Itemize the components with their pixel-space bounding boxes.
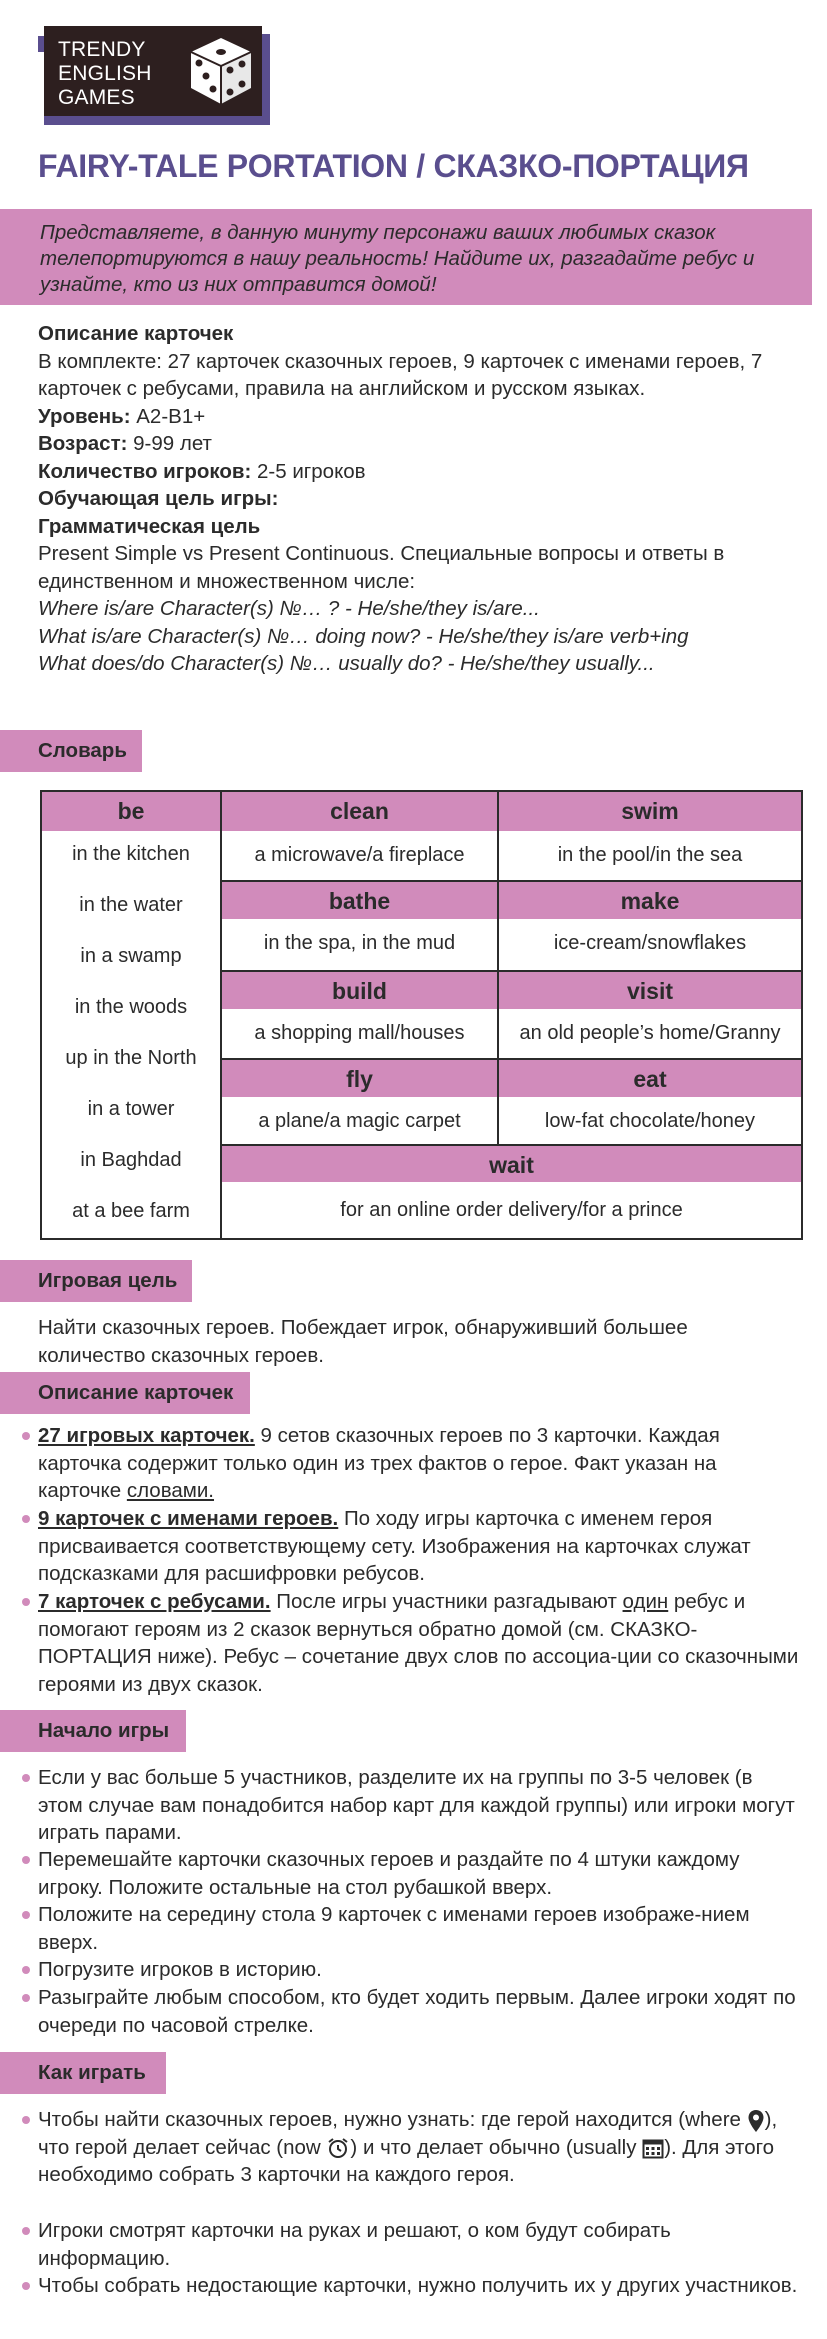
be-item: in Baghdad [80,1149,182,1171]
verb-phrase: ice-cream/snowflakes [553,932,747,954]
alarm-clock-icon [326,2136,350,2160]
bullet-dot [22,2282,30,2290]
be-item: in the water [79,894,183,916]
grammar-text: Present Simple vs Present Continuous. Специальные вопросы и ответы в единственном и множественном числе: [38,542,725,593]
start-item [38,1956,800,1984]
vocab-tag [0,730,142,772]
set-contents: В комплекте: 27 карточек сказочных героев, 9 карточек с именами героев, 7 карточек с ребусами, правила на английском и русском языках. [38,349,763,400]
how-item-1-text-c: ) и что делает обычно (usually [350,2135,643,2159]
age-value: 9-99 лет [127,432,212,455]
logo-box [44,26,262,116]
wait-header: wait [222,1144,801,1182]
start-item-text: Если у вас больше 5 участников, разделите их на группы по 3-5 человек (в этом случае вам понадобится набор карт для каждой группы) или игроки могут играть парами. [38,1766,795,1844]
how-item-1-text-a: Чтобы найти сказочных героев, нужно узнать: где герой находится (where [38,2108,747,2131]
be-header: be [42,792,220,831]
intro-banner [0,209,812,305]
start-item [38,1764,800,1847]
how-item-2 [38,2217,800,2272]
be-item: in a tower [87,1098,175,1120]
cards-heading: Описание карточек [38,1381,234,1404]
example-3: What does/do Character(s) №… usually do? - He/she/they usually... [38,652,655,675]
page-title: FAIRY-TALE PORTATION / СКАЗКО-ПОРТАЦИЯ [38,148,749,184]
age-label: Возраст: [38,432,128,455]
game-goal-text: Найти сказочных героев. Побеждает игрок, обнаруживший большее количество сказочных героев. [38,1316,688,1367]
how-item-1-text-d: ). Для этого необходимо собрать 3 карточки на каждого героя. [38,2135,775,2186]
verb-header: swim [499,792,801,831]
grammar-label: Грамматическая цель [38,514,261,538]
bullet-dot [22,1911,30,1919]
verb-phrase: in the pool/in the sea [557,844,743,866]
be-item: up in the North [65,1047,197,1069]
how-item-2-text: Игроки смотрят карточки на руках и решают, о ком будут собирать информацию. [38,2219,671,2270]
description-block [38,320,798,678]
example-2: What is/are Character(s) №… doing now? - He/she/they is/are verb+ing [38,624,689,648]
be-item: in the woods [74,996,188,1018]
level-value: A2-B1+ [130,404,206,428]
how-heading: Как играть [38,2061,146,2084]
start-item-text: Погрузите игроков в историю. [38,1958,322,1981]
be-item: at a bee farm [72,1200,190,1222]
example-1: Where is/are Character(s) №… ? - He/she/they is/are... [38,597,540,620]
cards-item-3-text-2: ребус и помогают героям из 2 сказок вернуться обратно домой (см. СКАЗКО-ПОРТАЦИЯ ниже). Ребус – сочетание двух слов по ассоциа-ции со сказочными героями из двух сказок. [38,1590,799,1696]
verb-phrase: in the spa, in the mud [263,932,456,954]
verb-header: eat [499,1058,801,1097]
cards-item-1-underlined: словами. [126,1479,215,1502]
start-heading: Начало игры [38,1719,170,1742]
location-pin-icon [747,2109,765,2133]
start-item [38,1846,800,1901]
verb-header: bathe [222,880,497,919]
verb-header: visit [499,970,801,1009]
bullet-dot [22,1994,30,2002]
calendar-icon [642,2137,664,2159]
cards-item-3-underlined: один [622,1590,669,1613]
logo-text [58,38,152,110]
start-item [38,1901,800,1956]
cards-item-2-title: 9 карточек с именами героев. [38,1507,339,1530]
start-item-text: Положите на середину стола 9 карточек с именами героев изображе-нием вверх. [38,1903,750,1954]
cards-item-1 [38,1422,800,1505]
wait-phrase: for an online order delivery/for a prince [340,1199,683,1221]
cards-item-2 [38,1505,800,1588]
verb-phrase: a microwave/a fireplace [254,844,465,866]
cards-item-3-title: 7 карточек с ребусами. [38,1590,271,1613]
verb-header: clean [222,792,497,831]
bullet-dot [22,1774,30,1782]
start-item-text: Разыграйте любым способом, кто будет ходить первым. Далее игроки ходят по очереди по часовой стрелке. [38,1986,796,2037]
verb-phrase: low-fat chocolate/honey [544,1110,756,1132]
be-item: in a swamp [80,945,182,967]
level-label: Уровень: [38,404,131,428]
bullet-dot [22,2227,30,2235]
cards-item-2-text: По ходу игры карточка с именем героя присваивается соответствующему сету. Изображения на карточках служат подсказками для расшифровки ребусов. [38,1507,751,1585]
verb-phrase: an old people’s home/Granny [519,1022,781,1044]
game-goal-tag [0,1260,192,1302]
description-heading: Описание карточек [38,322,234,345]
game-goal-heading: Игровая цель [38,1269,178,1292]
cards-item-3-text-1: После игры участники разгадывают [270,1590,623,1613]
dice-icon [187,36,255,106]
logo [38,26,270,125]
bullet-dot [22,2116,30,2124]
vocab-table [40,790,803,1240]
vocab-heading: Словарь [38,739,127,762]
players-value: 2-5 игроков [251,459,366,483]
bullet-dot [22,1966,30,1974]
how-tag [0,2052,166,2094]
verb-phrase: a plane/a magic carpet [258,1110,461,1132]
bullet-dot [22,1856,30,1864]
verb-phrase: a shopping mall/houses [254,1022,465,1044]
be-item: in the kitchen [72,843,190,865]
verb-header: build [222,970,497,1009]
logo-line-2: ENGLISH [58,62,152,85]
how-item-1 [38,2106,800,2189]
logo-line-1: TRENDY [58,38,146,61]
cards-tag [0,1372,250,1414]
cards-item-1-text: 9 сетов сказочных героев по 3 карточки. Каждая карточка содержит только один из трех фактов о герое. Факт указан на карточке [38,1424,720,1502]
bullet-dot [22,1515,30,1523]
players-label: Количество игроков: [38,459,252,483]
cards-item-1-title: 27 игровых карточек. [38,1424,255,1447]
how-item-1-text-b: ), что герой делает сейчас (now [38,2108,778,2159]
verb-header: make [499,880,801,919]
intro-text: Представляете, в данную минуту персонажи ваших любимых сказок телепортируются в нашу реальность! Найдите их, разгадайте ребус и узнайте, кто из них отправится домой! [40,221,755,296]
start-item [38,1984,800,2039]
bullet-dot [22,1598,30,1606]
cards-item-3 [38,1588,800,1698]
how-item-3-text: Чтобы собрать недостающие карточки, нужно получить их у других участников. [38,2274,798,2297]
verb-header: fly [222,1058,497,1097]
how-item-3 [38,2272,800,2300]
bullet-dot [22,1432,30,1440]
start-tag [0,1710,186,1752]
goal-label: Обучающая цель игры: [38,487,279,510]
start-item-text: Перемешайте карточки сказочных героев и раздайте по 4 штуки каждому игроку. Положите остальные на стол рубашкой вверх. [38,1848,740,1899]
logo-line-3: GAMES [58,86,135,109]
